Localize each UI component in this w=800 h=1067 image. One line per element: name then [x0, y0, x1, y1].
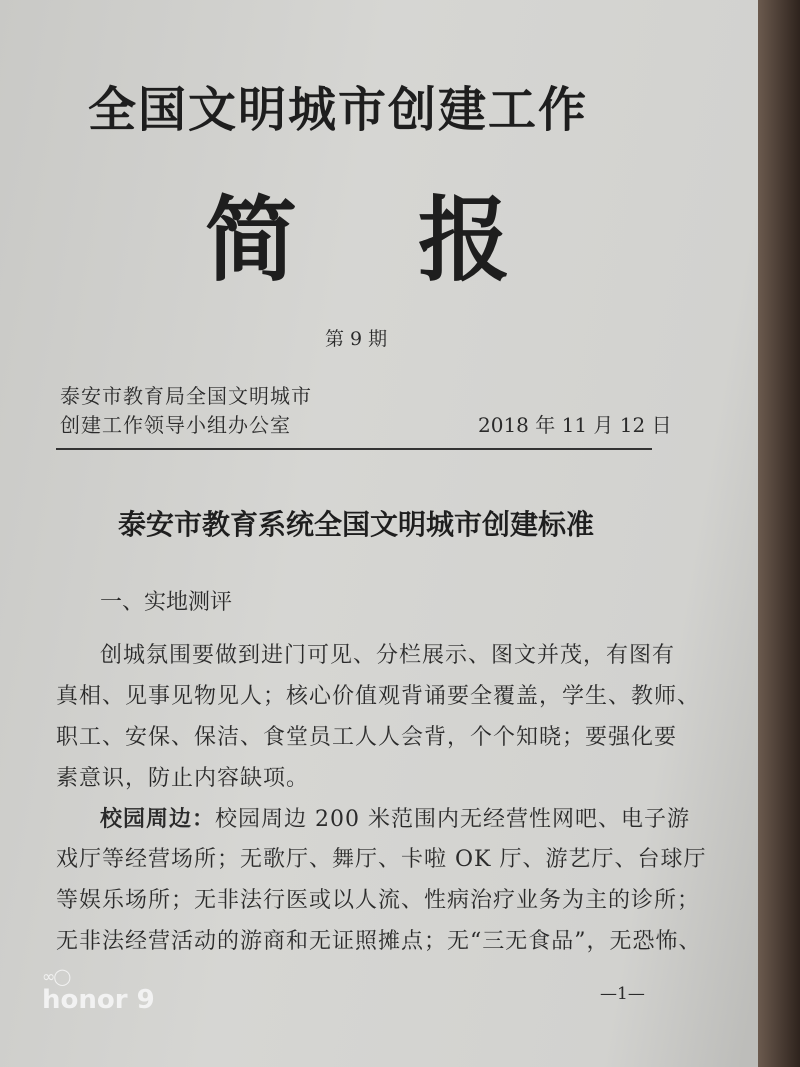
paragraph-line: 戏厅等经营场所；无歌厅、舞厅、卡啦 OK 厅、游艺厅、台球厅 [56, 847, 707, 872]
bulletin-title: 全国文明城市创建工作 [88, 82, 589, 138]
issue-date: 2018 年 11 月 12 日 [478, 413, 672, 437]
section-heading: 一、实地测评 [100, 590, 233, 615]
paragraph-label: 校园周边： [100, 806, 216, 832]
paragraph-text: 校园周边 200 米范围内无经营性网吧、电子游 [215, 807, 690, 832]
paragraph-line: 等娱乐场所；无非法行医或以人流、性病治疗业务为主的诊所； [56, 888, 701, 913]
table-edge [758, 0, 800, 1067]
paragraph-line: 职工、安保、保洁、食堂员工人人会背，个个知晓；要强化要 [56, 725, 678, 750]
header-divider [56, 448, 652, 450]
doc-type-char-1: 简 [205, 186, 298, 294]
watermark-logo-icon: ∞◯ [42, 967, 70, 986]
paragraph-line: 无非法经营活动的游商和无证照摊点；无“三无食品”，无恐怖、 [56, 929, 702, 954]
issue-number: 第 9 期 [325, 328, 388, 350]
paragraph-line: 素意识，防止内容缺项。 [56, 766, 310, 791]
watermark-brand: honor 9 [42, 984, 155, 1015]
paragraph-line: 创城氛围要做到进门可见、分栏展示、图文并茂，有图有 [100, 643, 676, 668]
paragraph-line [100, 806, 690, 833]
camera-watermark [42, 968, 155, 1014]
issuer-line-1: 泰安市教育局全国文明城市 [60, 384, 312, 408]
issuer-line-2: 创建工作领导小组办公室 [60, 413, 291, 437]
doc-type-char-2: 报 [418, 186, 511, 294]
page-number: —1— [600, 984, 645, 1004]
article-heading: 泰安市教育系统全国文明城市创建标准 [118, 508, 595, 541]
paragraph-line: 真相、见事见物见人；核心价值观背诵要全覆盖，学生、教师、 [56, 684, 701, 709]
